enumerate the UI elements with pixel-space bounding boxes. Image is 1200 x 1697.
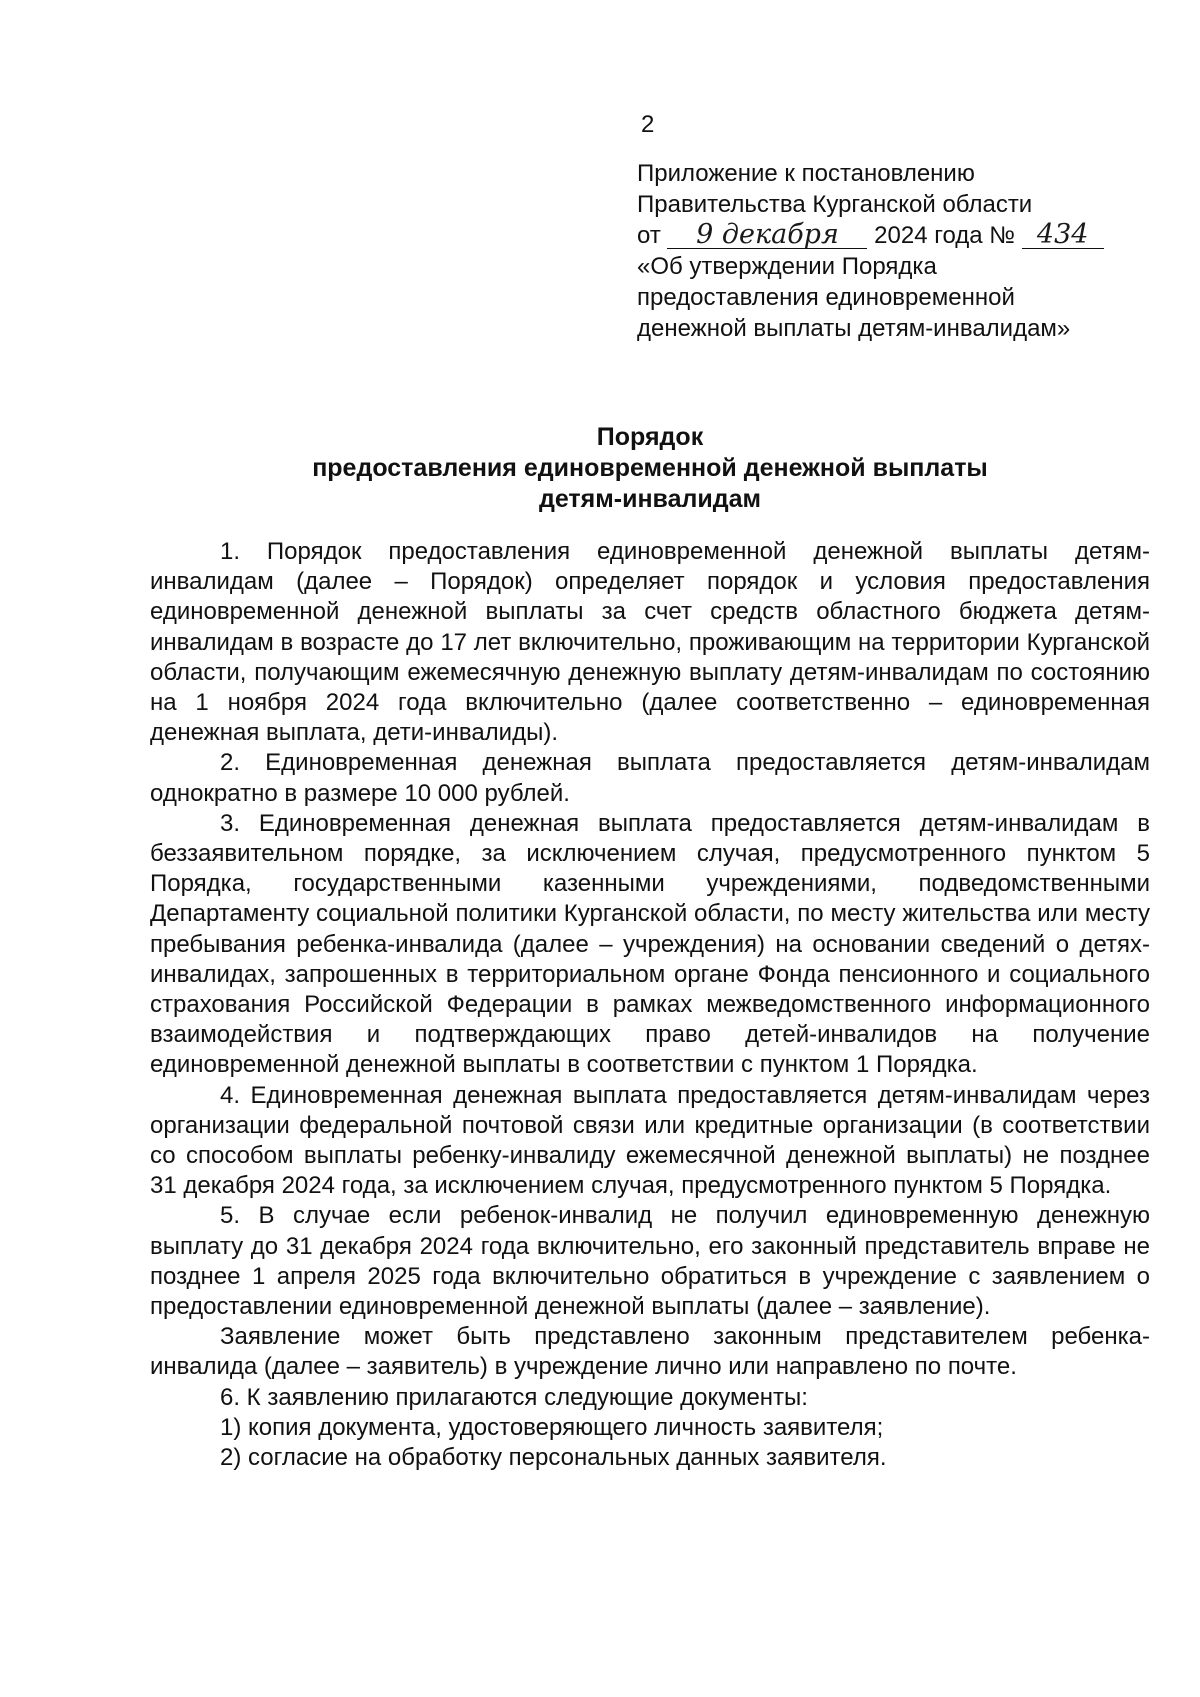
title-line-2: предоставления единовременной денежной выплаты xyxy=(312,454,988,482)
title-line-1: Порядок xyxy=(596,423,704,451)
appendix-block xyxy=(637,158,1117,344)
appendix-line-1: Приложение к постановлению xyxy=(637,160,975,187)
paragraph-3: 3. Единовременная денежная выплата предоставляется детям-инвалидам в беззаявительном порядке, за исключением случая, предусмотренного пунктом 5 Порядка, государственными казенными учреждениями, подведомственными Департаменту социальной политики Курганской области, по месту жительства или месту пребывания ребенка-инвалида (далее – учреждения) на основании сведений о детях-инвалидах, запрошенных в территориальном органе Фонда пенсионного и социального страхования Российской Федерации в рамках межведомственного информационного взаимодействия и подтверждающих право детей-инвалидов на получение единовременной денежной выплаты в соответствии с пунктом 1 Порядка. xyxy=(150,809,1150,1079)
appendix-line-4: «Об утверждении Порядка xyxy=(637,253,937,280)
paragraph-1: 1. Порядок предоставления единовременной денежной выплаты детям-инвалидам (далее – Порядок) определяет порядок и условия предоставления единовременной денежной выплаты за счет средств областного бюджета детям-инвалидам в возрасте до 17 лет включительно, проживающим на территории Курганской области, получающим ежемесячную денежную выплату детям-инвалидам по состоянию на 1 ноября 2024 года включительно (далее соответственно – единовременная денежная выплата, дети-инвалиды). xyxy=(150,538,1150,747)
appendix-year-label: 2024 года № xyxy=(874,222,1016,249)
paragraph-5-note: Заявление может быть представлено законным представителем ребенка-инвалида (далее – заявитель) в учреждение лично или направлено по почте. xyxy=(150,1323,1150,1381)
appendix-ot-label: от xyxy=(637,222,661,249)
paragraph-6: 6. К заявлению прилагаются следующие документы: xyxy=(220,1383,808,1411)
handwritten-number: 434 xyxy=(1022,222,1104,249)
appendix-date-line xyxy=(637,220,1117,251)
paragraph-5: 5. В случае если ребенок-инвалид не получил единовременную денежную выплату до 31 декабря 2024 года включительно, его законный представитель вправе не позднее 1 апреля 2025 года включительно обратиться в учреждение с заявлением о предоставлении единовременной денежной выплаты (далее – заявление). xyxy=(150,1202,1150,1321)
paragraph-2: 2. Единовременная денежная выплата предоставляется детям-инвалидам однократно в размере 10 000 рублей. xyxy=(150,749,1150,807)
document-title xyxy=(150,422,1150,515)
paragraph-4: 4. Единовременная денежная выплата предоставляется детям-инвалидам через организации федеральной почтовой связи или кредитные организации (в соответствии со способом выплаты ребенку-инвалиду ежемесячной денежной выплаты) не позднее 31 декабря 2024 года, за исключением случая, предусмотренного пунктом 5 Порядка. xyxy=(150,1081,1150,1200)
appendix-line-2: Правительства Курганской области xyxy=(637,191,1033,218)
appendix-line-5: предоставления единовременной xyxy=(637,284,1015,311)
appendix-line-6: денежной выплаты детям-инвалидам» xyxy=(637,315,1071,342)
paragraph-6-item-2: 2) согласие на обработку персональных данных заявителя. xyxy=(220,1444,887,1472)
handwritten-date: 9 декабря xyxy=(667,222,867,249)
document-body xyxy=(150,537,1150,1473)
page-number: 2 xyxy=(641,111,655,138)
paragraph-6-item-1: 1) копия документа, удостоверяющего личность заявителя; xyxy=(220,1413,884,1441)
title-line-3: детям-инвалидам xyxy=(538,485,762,513)
